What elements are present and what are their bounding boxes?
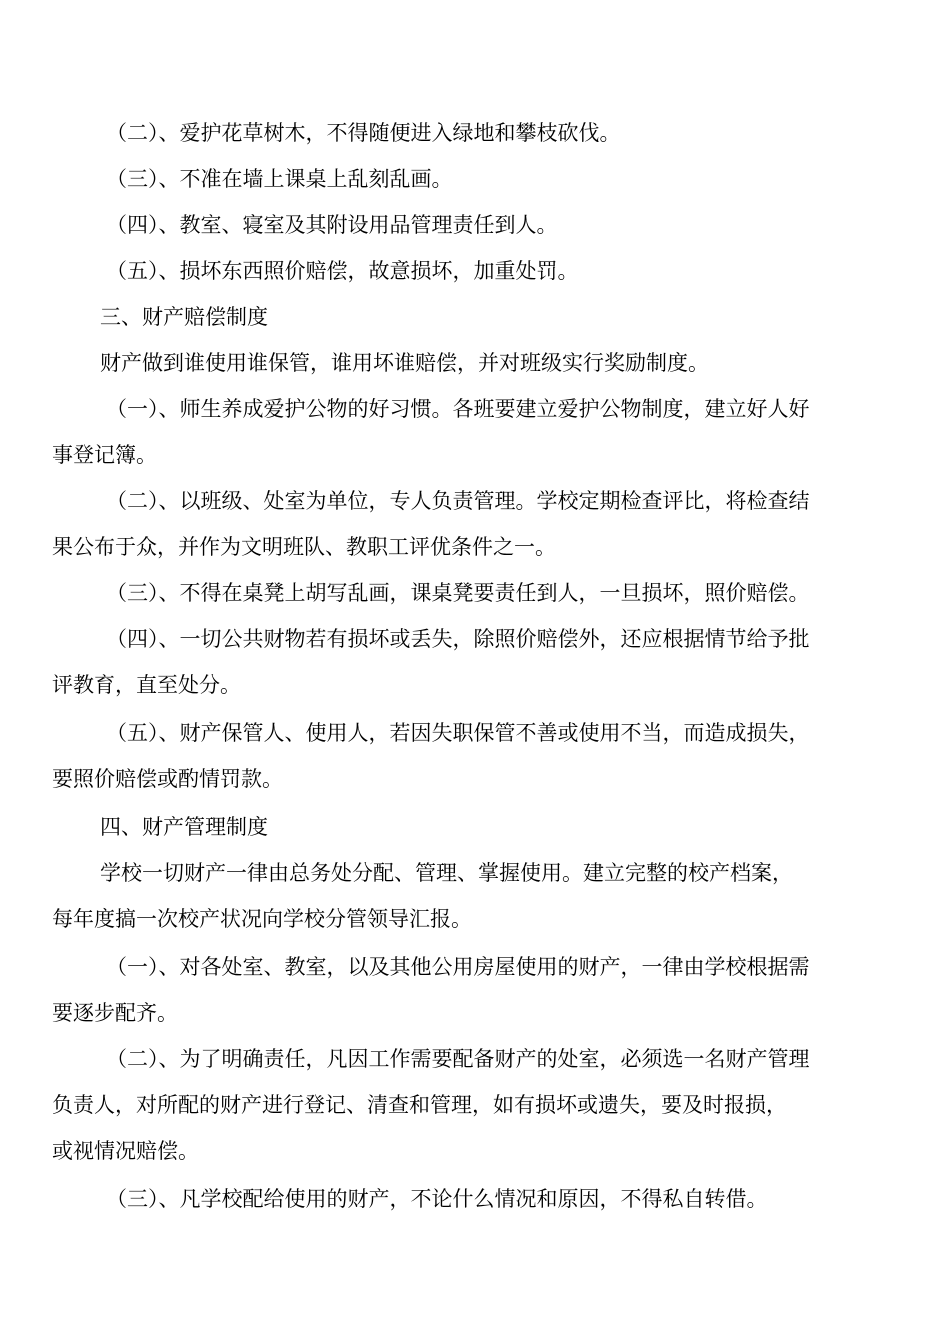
section-heading: 三、财产赔偿制度	[100, 305, 268, 329]
text-line: （五）、损坏东西照价赔偿，故意损坏，加重处罚。	[106, 259, 579, 283]
section-heading: 四、财产管理制度	[100, 815, 268, 839]
text-line: 或视情况赔偿。	[52, 1139, 199, 1163]
text-line: （五）、财产保管人、使用人，若因失职保管不善或使用不当，而造成损失，	[106, 721, 810, 745]
text-line: （一）、师生养成爱护公物的好习惯。各班要建立爱护公物制度，建立好人好	[106, 397, 810, 421]
text-line: 要照价赔偿或酌情罚款。	[52, 767, 283, 791]
text-line: （三）、不准在墙上课桌上乱刻乱画。	[106, 167, 453, 191]
text-line: （三）、不得在桌凳上胡写乱画，课桌凳要责任到人，一旦损坏，照价赔偿。	[106, 581, 810, 605]
text-line: （一）、对各处室、教室，以及其他公用房屋使用的财产，一律由学校根据需	[106, 955, 810, 979]
text-line: （三）、凡学校配给使用的财产，不论什么情况和原因，不得私自转借。	[106, 1187, 768, 1211]
text-line: 学校一切财产一律由总务处分配、管理、掌握使用。建立完整的校产档案，	[100, 861, 793, 885]
text-line: 每年度搞一次校产状况向学校分管领导汇报。	[52, 907, 472, 931]
text-line: 要逐步配齐。	[52, 1001, 178, 1025]
text-line: 事登记簿。	[52, 443, 157, 467]
text-line: 果公布于众，并作为文明班队、教职工评优条件之一。	[52, 535, 556, 559]
text-line: （四）、一切公共财物若有损坏或丢失，除照价赔偿外，还应根据情节给予批	[106, 627, 810, 651]
text-line: 评教育，直至处分。	[52, 673, 241, 697]
text-line: （二）、为了明确责任，凡因工作需要配备财产的处室，必须选一名财产管理	[106, 1047, 810, 1071]
text-line: 负责人，对所配的财产进行登记、清查和管理，如有损坏或遗失，要及时报损，	[52, 1093, 787, 1117]
text-line: （二）、爱护花草树木，不得随便进入绿地和攀枝砍伐。	[106, 121, 621, 145]
text-line: （二）、以班级、处室为单位，专人负责管理。学校定期检查评比，将检查结	[106, 489, 810, 513]
text-line: 财产做到谁使用谁保管，谁用坏谁赔偿，并对班级实行奖励制度。	[100, 351, 709, 375]
text-line: （四）、教室、寝室及其附设用品管理责任到人。	[106, 213, 558, 237]
